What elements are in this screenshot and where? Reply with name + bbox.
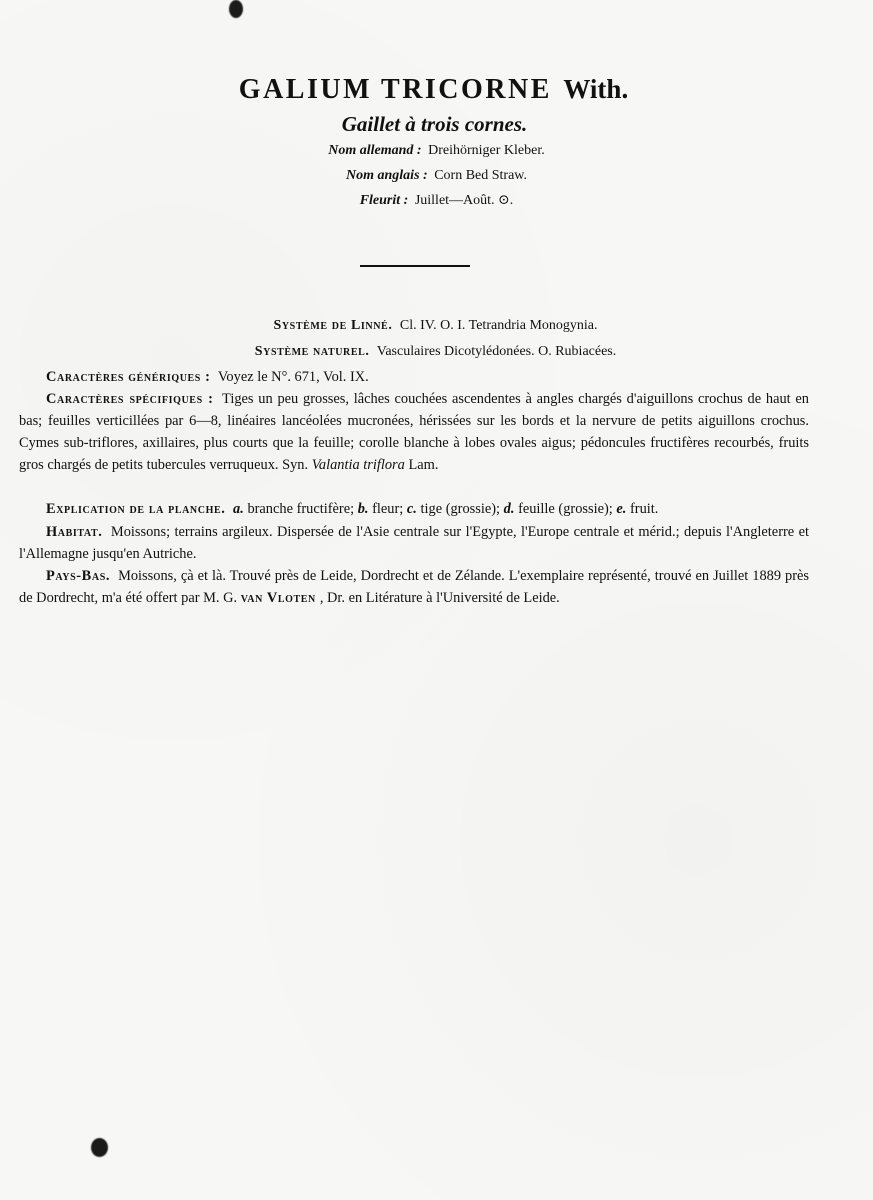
flowering-line (0, 193, 873, 210)
german-name-value: Dreihörniger Kleber. (428, 143, 545, 158)
plate-item-e-text: fruit. (630, 501, 659, 517)
plate-item-b-text: fleur; (372, 501, 404, 517)
english-name-line (0, 168, 873, 185)
species-header (0, 76, 873, 209)
english-name-label: Nom anglais : (346, 167, 428, 183)
specific-characters-label: Caractères spécifiques : (46, 391, 214, 407)
natural-system-label: Système naturel. (254, 344, 370, 359)
plate-explanation-paragraph (19, 498, 809, 520)
plate-item-d-text: feuille (grossie); (518, 501, 613, 517)
species-name: GALIUM TRICORNE (238, 74, 552, 105)
specific-characters-text-1: Tiges un peu grosses, lâches couchées ascendentes à angles chargés d'aiguillons crochus de haut en bas; feuilles verticillées par 6—8, linéaires lancéolées mucronées, hérissées sur les bords et la nervure de petits aiguillons crochus. Cymes sub-triflores, axillaires, plus courts que la feuille; corolle blanche à lobes ovales aigus; pédoncules fructifères recourbés, fruits gros chargés de petits tubercules verruqueux. Syn. (19, 391, 810, 473)
ink-spot-top (229, 0, 243, 18)
netherlands-paragraph (19, 565, 809, 609)
donor-name: van Vloten (240, 590, 316, 606)
plate-item-a-text: branche fructifère; (247, 501, 355, 517)
species-author: With. (563, 74, 629, 104)
flowering-label: Fleurit : (359, 192, 409, 208)
english-name-value: Corn Bed Straw. (434, 167, 527, 183)
plate-item-d: d. (503, 501, 515, 517)
plate-item-a: a. (233, 501, 244, 517)
habitat-paragraph (19, 521, 809, 565)
german-name-label: Nom allemand : (328, 143, 422, 158)
section-divider (360, 265, 470, 267)
plate-item-e: e. (616, 501, 627, 517)
plate-explanation-label: Explication de la planche. (46, 501, 226, 517)
plate-item-c: c. (406, 501, 417, 517)
species-title (0, 76, 870, 104)
generic-characters-text: Voyez le N°. 671, Vol. IX. (217, 369, 369, 385)
linne-system-text: Cl. IV. O. I. Tetrandria Monogynia. (399, 318, 598, 333)
french-common-name: Gaillet à trois cornes. (341, 112, 528, 136)
netherlands-label: Pays-Bas. (46, 568, 111, 584)
linne-system-label: Système de Linné. (273, 318, 393, 333)
specific-characters-paragraph (19, 388, 809, 476)
generic-characters-paragraph (19, 366, 809, 388)
netherlands-text-1: Moissons, çà et là. Trouvé près de Leide, Dordrecht et de Zélande. L'exemplaire représenté, trouvé en Juillet 1889 près de Dordrecht, m'a été offert par M. G. (19, 568, 809, 606)
habitat-text: Moissons; terrains argileux. Dispersée de l'Asie centrale sur l'Egypte, l'Europe centrale et mérid.; depuis l'Angleterre et l'Allemagne jusqu'en Autriche. (19, 524, 809, 562)
generic-characters-label: Caractères génériques : (46, 369, 211, 385)
plate-item-b: b. (357, 501, 369, 517)
natural-system-text: Vasculaires Dicotylédonées. O. Rubiacées. (376, 344, 617, 359)
plate-item-c-text: tige (grossie); (420, 501, 501, 517)
natural-system-line (0, 344, 872, 361)
synonym-name: Valantia triflora (311, 457, 405, 473)
specific-characters-text-2: Lam. (408, 457, 439, 473)
german-name-line (0, 143, 873, 160)
ink-spot-bottom (91, 1138, 108, 1157)
habitat-label: Habitat. (46, 524, 103, 540)
linne-system-line (0, 318, 872, 335)
netherlands-text-2: , Dr. en Litérature à l'Université de Leide. (319, 590, 560, 606)
flowering-value: Juillet—Août. ⊙. (414, 192, 514, 208)
